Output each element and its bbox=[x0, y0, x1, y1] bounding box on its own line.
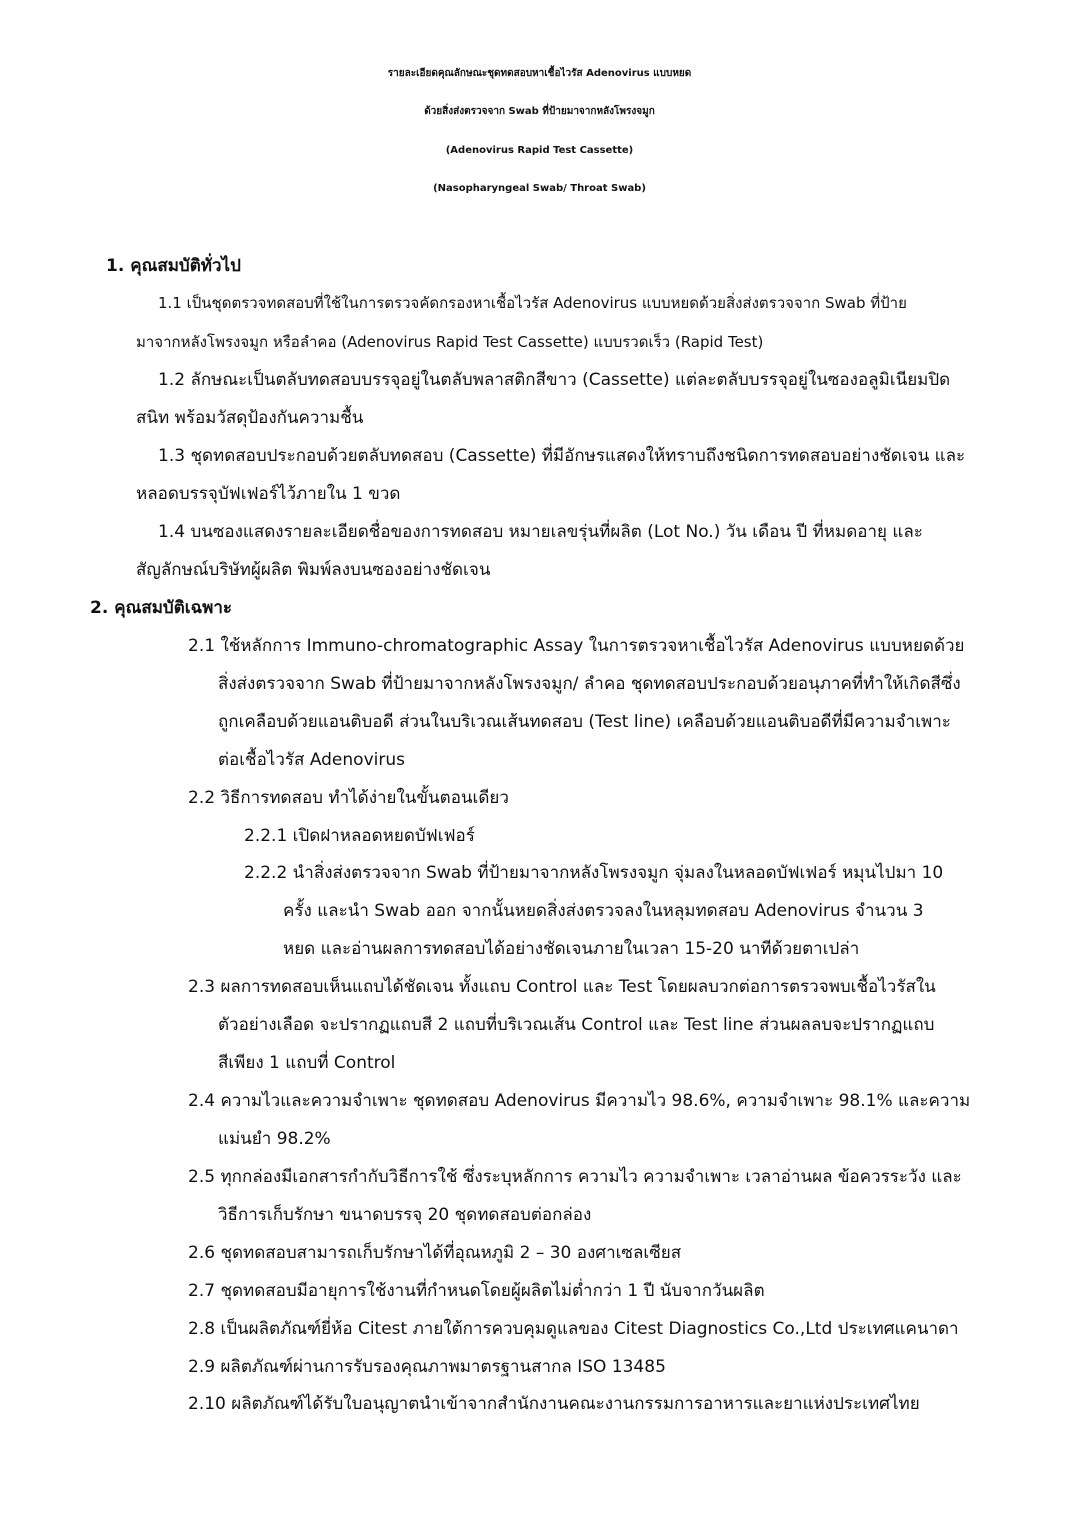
item-2-2-2-line-1: 2.2.2 นำสิ่งส่งตรวจจาก Swab ที่ป้ายมาจากหลังโพรงจมูก จุ่มลงในหลอดบัฟเฟอร์ หมุนไปมา 10 bbox=[244, 863, 944, 883]
section-2-heading: 2. คุณสมบัติเฉพาะ bbox=[90, 598, 233, 618]
item-2-4-line-2: แม่นยำ 98.2% bbox=[218, 1129, 331, 1149]
item-2-1-line-4: ต่อเชื้อไวรัส Adenovirus bbox=[218, 750, 405, 770]
item-2-2-2-line-2: ครั้ง และนำ Swab ออก จากนั้นหยดสิ่งส่งตรวจลงในหลุมทดสอบ Adenovirus จำนวน 3 bbox=[283, 901, 924, 921]
item-2-2-2-line-3: หยด และอ่านผลการทดสอบได้อย่างชัดเจนภายในเวลา 15-20 นาทีด้วยตาเปล่า bbox=[283, 939, 860, 959]
item-1-4-line-2: สัญลักษณ์บริษัทผู้ผลิต พิมพ์ลงบนซองอย่างชัดเจน bbox=[136, 560, 491, 580]
item-2-4-line-1: 2.4 ความไวและความจำเพาะ ชุดทดสอบ Adenovirus มีความไว 98.6%, ความจำเพาะ 98.1% และความ bbox=[188, 1091, 971, 1111]
document-title-line-2: ด้วยสิ่งส่งตรวจจาก Swab ที่ป้ายมาจากหลังโพรงจมูก bbox=[424, 106, 655, 117]
document-title-line-3: (Adenovirus Rapid Test Cassette) bbox=[445, 145, 634, 156]
item-2-1-line-3: ถูกเคลือบด้วยแอนติบอดี ส่วนในบริเวณเส้นทดสอบ (Test line) เคลือบด้วยแอนติบอดีที่มีความจำเพาะ bbox=[218, 712, 951, 732]
item-2-2-1: 2.2.1 เปิดฝาหลอดหยดบัฟเฟอร์ bbox=[244, 826, 475, 846]
item-2-8: 2.8 เป็นผลิตภัณฑ์ยี่ห้อ Citest ภายใต้การควบคุมดูแลของ Citest Diagnostics Co.,Ltd ประเทศแคนาดา bbox=[188, 1319, 959, 1339]
item-1-1-line-2: มาจากหลังโพรงจมูก หรือลำคอ (Adenovirus Rapid Test Cassette) แบบรวดเร็ว (Rapid Test) bbox=[136, 333, 764, 351]
item-2-7: 2.7 ชุดทดสอบมีอายุการใช้งานที่กำหนดโดยผู้ผลิตไม่ต่ำกว่า 1 ปี นับจากวันผลิต bbox=[188, 1281, 765, 1301]
item-1-2-line-2: สนิท พร้อมวัสดุป้องกันความชื้น bbox=[136, 408, 364, 428]
document-title-line-4: (Nasopharyngeal Swab/ Throat Swab) bbox=[433, 183, 646, 194]
item-1-3-line-1: 1.3 ชุดทดสอบประกอบด้วยตลับทดสอบ (Cassette) ที่มีอักษรแสดงให้ทราบถึงชนิดการทดสอบอย่างชัดเจน และ bbox=[158, 446, 966, 466]
item-1-2-line-1: 1.2 ลักษณะเป็นตลับทดสอบบรรจุอยู่ในตลับพลาสติกสีขาว (Cassette) แต่ละตลับบรรจุอยู่ในซองอลูมิเนียมปิด bbox=[158, 370, 951, 390]
item-2-3-line-2: ตัวอย่างเลือด จะปรากฏแถบสี 2 แถบที่บริเวณเส้น Control และ Test line ส่วนผลลบจะปรากฏแถบ bbox=[218, 1015, 935, 1035]
item-2-9: 2.9 ผลิตภัณฑ์ผ่านการรับรองคุณภาพมาตรฐานสากล ISO 13485 bbox=[188, 1357, 666, 1377]
section-1-heading: 1. คุณสมบัติทั่วไป bbox=[106, 256, 241, 276]
item-1-1-line-1: 1.1 เป็นชุดตรวจทดสอบที่ใช้ในการตรวจคัดกรองหาเชื้อไวรัส Adenovirus แบบหยดด้วยสิ่งส่งตรวจจาก Swab ที่ป้าย bbox=[158, 294, 907, 312]
item-2-2-line-1: 2.2 วิธีการทดสอบ ทำได้ง่ายในขั้นตอนเดียว bbox=[188, 788, 509, 808]
item-2-6: 2.6 ชุดทดสอบสามารถเก็บรักษาได้ที่อุณหภูมิ 2 – 30 องศาเซลเซียส bbox=[188, 1243, 682, 1263]
document-title-line-1: รายละเอียดคุณลักษณะชุดทดสอบหาเชื้อไวรัส Adenovirus แบบหยด bbox=[387, 68, 692, 79]
item-1-3-line-2: หลอดบรรจุบัฟเฟอร์ไว้ภายใน 1 ขวด bbox=[136, 484, 401, 504]
item-2-3-line-1: 2.3 ผลการทดสอบเห็นแถบได้ชัดเจน ทั้งแถบ Control และ Test โดยผลบวกต่อการตรวจพบเชื้อไวรัสใน bbox=[188, 977, 936, 997]
item-2-3-line-3: สีเพียง 1 แถบที่ Control bbox=[218, 1053, 396, 1073]
item-2-10: 2.10 ผลิตภัณฑ์ได้รับใบอนุญาตนำเข้าจากสำนักงานคณะงานกรรมการอาหารและยาแห่งประเทศไทย bbox=[188, 1394, 920, 1414]
item-2-1-line-2: สิ่งส่งตรวจจาก Swab ที่ป้ายมาจากหลังโพรงจมูก/ ลำคอ ชุดทดสอบประกอบด้วยอนุภาคที่ทำให้เกิดสีซึ่ง bbox=[218, 674, 961, 694]
item-2-1-line-1: 2.1 ใช้หลักการ Immuno-chromatographic Assay ในการตรวจหาเชื้อไวรัส Adenovirus แบบหยดด้วย bbox=[188, 636, 965, 656]
item-2-5-line-2: วิธีการเก็บรักษา ขนาดบรรจุ 20 ชุดทดสอบต่อกล่อง bbox=[218, 1205, 592, 1225]
item-2-5-line-1: 2.5 ทุกกล่องมีเอกสารกำกับวิธีการใช้ ซึ่งระบุหลักการ ความไว ความจำเพาะ เวลาอ่านผล ข้อควรระวัง และ bbox=[188, 1167, 962, 1187]
item-1-4-line-1: 1.4 บนซองแสดงรายละเอียดชื่อของการทดสอบ หมายเลขรุ่นที่ผลิต (Lot No.) วัน เดือน ปี ที่หมดอายุ และ bbox=[158, 522, 923, 542]
